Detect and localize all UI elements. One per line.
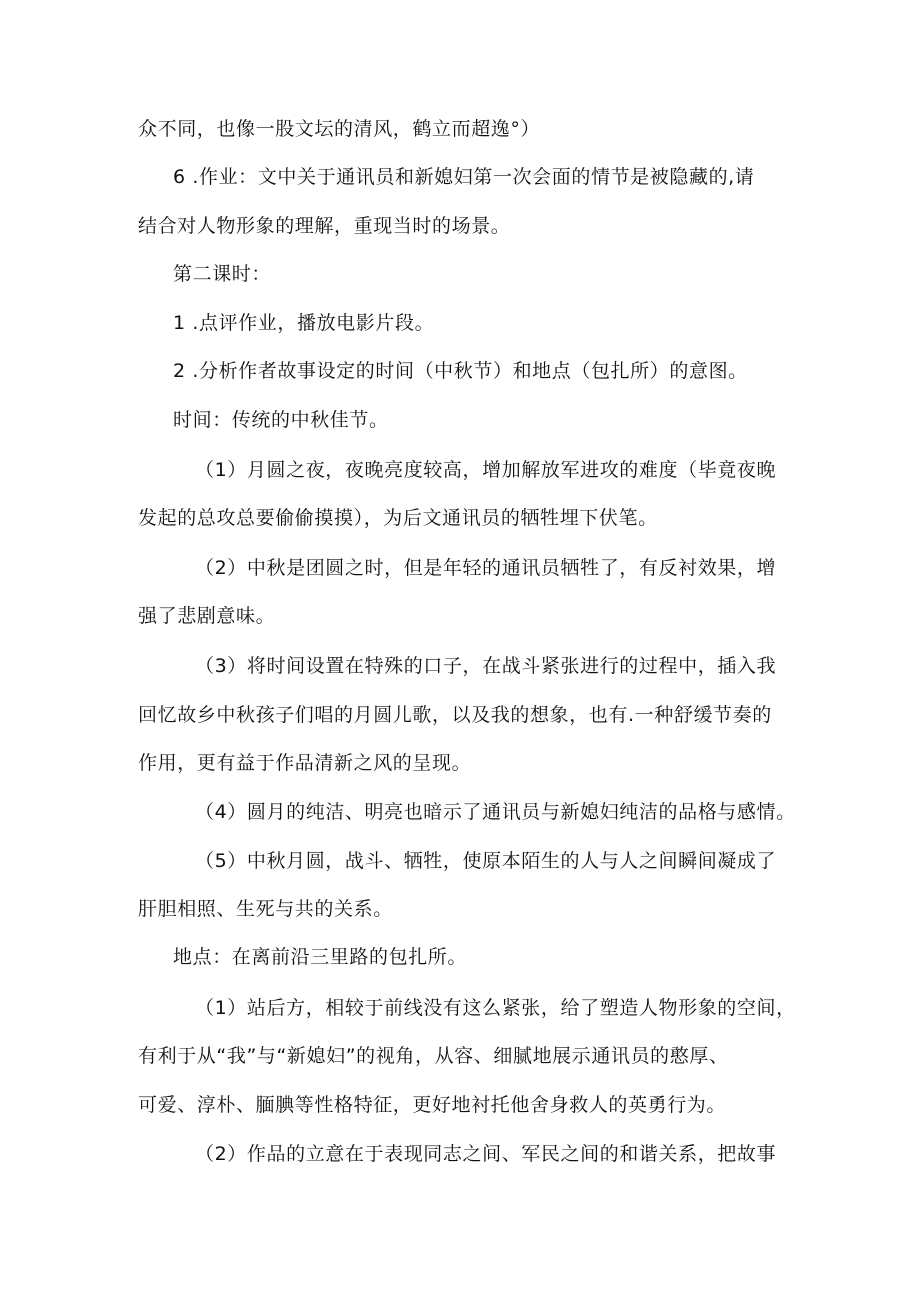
paragraph-line: （1）站后方，相较于前线没有这么紧张，给了塑造人物形象的空间，: [195, 997, 796, 1019]
paragraph-line: （2）中秋是团圆之时，但是年轻的通讯员牺牲了，有反衬效果，增: [195, 557, 777, 579]
paragraph-line: 发起的总攻总要偷偷摸摸），为后文通讯员的牺牲埋下伏笔。: [138, 507, 658, 529]
paragraph-line: 结合对人物形象的理解，重现当时的场景。: [138, 215, 511, 237]
paragraph-line: 6 .作业：文中关于通讯员和新媳妇第一次会面的情节是被隐藏的,请: [173, 166, 755, 188]
paragraph-line: 地点：在离前沿三里路的包扎所。: [173, 946, 468, 968]
paragraph-line: 作用，更有益于作品清新之风的呈现。: [138, 752, 472, 774]
paragraph-line: 时间：传统的中秋佳节。: [173, 409, 389, 431]
paragraph-line: （1）月圆之夜，夜晚亮度较高，增加解放军进攻的难度（毕竟夜晚: [195, 459, 777, 481]
paragraph-line: （4）圆月的纯洁、明亮也暗示了通讯员与新媳妇纯洁的品格与感情。: [195, 801, 796, 823]
paragraph-line: 回忆故乡中秋孩子们唱的月圆儿歌，以及我的想象，也有.一种舒缓节奏的: [138, 704, 772, 726]
paragraph-line: 肝胆相照、生死与共的关系。: [138, 898, 393, 920]
paragraph-line: 强了悲剧意味。: [138, 605, 276, 627]
paragraph-line: 有利于从“我”与“新媳妇”的视角，从容、细腻地展示通讯员的憨厚、: [138, 1045, 729, 1067]
paragraph-line: （3）将时间设置在特殊的口子，在战斗紧张进行的过程中，插入我: [195, 655, 777, 677]
paragraph-line: 众不同，也像一股文坛的清风，鹤立而超逸°）: [138, 118, 541, 140]
paragraph-line: （2）作品的立意在于表现同志之间、军民之间的和谐关系，把故事: [195, 1143, 777, 1165]
paragraph-line: 1 .点评作业，播放电影片段。: [173, 312, 435, 334]
section-heading: 第二课时：: [173, 263, 272, 285]
paragraph-line: （5）中秋月圆，战斗、牺牲，使原本陌生的人与人之间瞬间凝成了: [195, 850, 777, 872]
paragraph-line: 2 .分析作者故事设定的时间（中秋节）和地点（包扎所）的意图。: [173, 360, 748, 382]
paragraph-line: 可爱、淳朴、腼腆等性格特征，更好地衬托他舍身救人的英勇行为。: [138, 1094, 727, 1116]
